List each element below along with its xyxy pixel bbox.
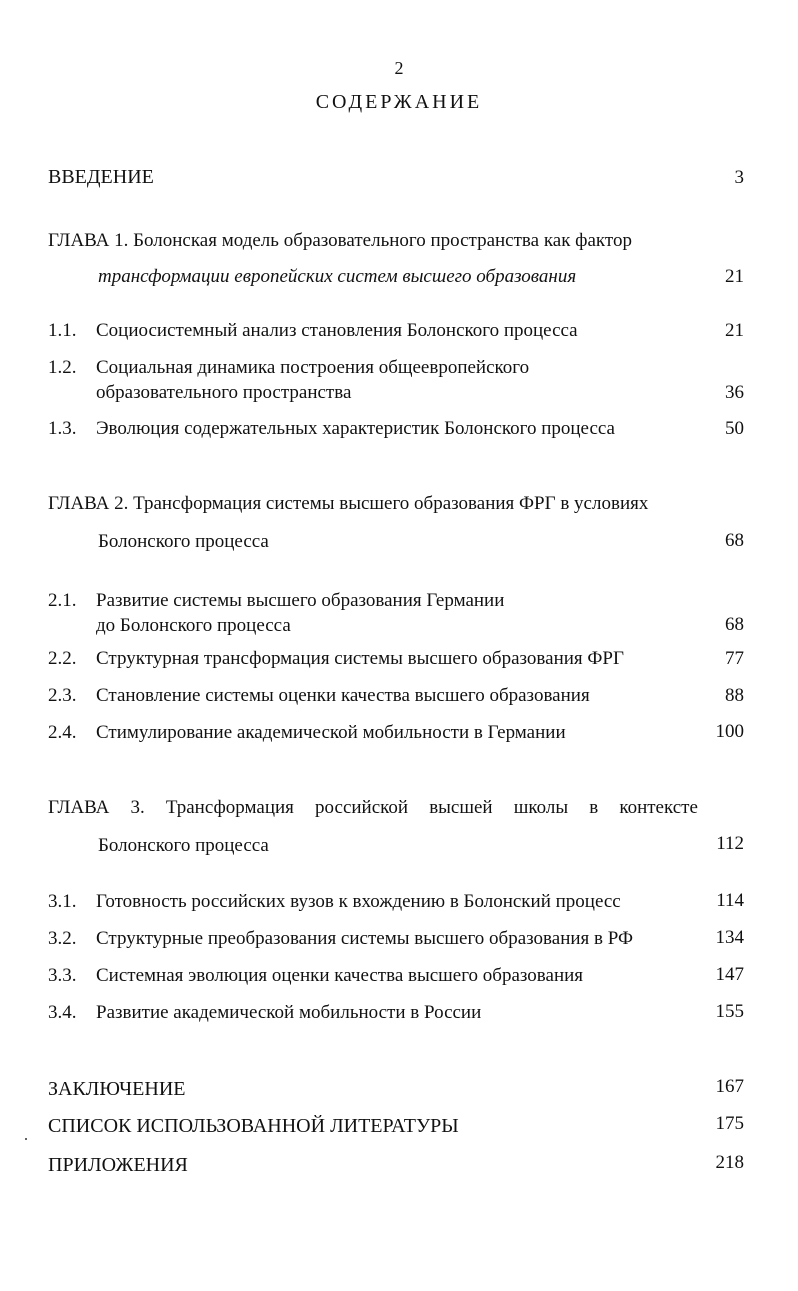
toc-section-title: Развитие академической мобильности в России <box>96 1002 482 1023</box>
toc-section-title-cont: образовательного пространства <box>96 382 352 403</box>
toc-section-page: 114 <box>716 890 744 911</box>
toc-section-page: 134 <box>715 927 744 948</box>
toc-chapter-3-word: российской <box>315 797 409 818</box>
toc-section-title: Структурная трансформация системы высшего образования ФРГ <box>96 648 624 669</box>
toc-section-page: 21 <box>725 320 744 341</box>
toc-section-title-cont: до Болонского процесса <box>96 615 291 636</box>
toc-conclusion-label: ЗАКЛЮЧЕНИЕ <box>48 1078 186 1100</box>
page-number: 2 <box>394 58 404 78</box>
toc-section-number: 3.4. <box>48 1002 77 1023</box>
toc-section-page: 147 <box>715 964 744 985</box>
toc-chapter-3-word: ГЛАВА <box>48 797 110 818</box>
toc-chapter-1-title: ГЛАВА 1. Болонская модель образовательного пространства как фактор <box>48 230 632 251</box>
toc-section-page: 68 <box>725 614 744 635</box>
toc-section-number: 1.3. <box>48 418 77 439</box>
toc-references-page: 175 <box>715 1113 744 1134</box>
scan-speck <box>25 1138 27 1140</box>
toc-section-number: 3.1. <box>48 891 77 912</box>
toc-references-label: СПИСОК ИСПОЛЬЗОВАННОЙ ЛИТЕРАТУРЫ <box>48 1115 459 1137</box>
toc-chapter-3-title <box>48 796 698 820</box>
toc-chapter-3-subtitle: Болонского процесса <box>98 835 269 856</box>
toc-section-number: 2.3. <box>48 685 77 706</box>
toc-section-title: Стимулирование академической мобильности в Германии <box>96 722 566 743</box>
toc-appendices-label: ПРИЛОЖЕНИЯ <box>48 1154 188 1176</box>
toc-chapter-3-word: Трансформация <box>165 797 294 818</box>
toc-intro-label: ВВЕДЕНИЕ <box>48 166 154 188</box>
toc-section-number: 2.4. <box>48 722 77 743</box>
toc-chapter-2-title: ГЛАВА 2. Трансформация системы высшего образования ФРГ в условиях <box>48 493 649 514</box>
toc-chapter-3-word: контексте <box>619 797 698 818</box>
toc-section-title: Структурные преобразования системы высшего образования в РФ <box>96 928 633 949</box>
toc-section-page: 155 <box>715 1001 744 1022</box>
toc-section-number: 3.2. <box>48 928 77 949</box>
toc-chapter-1-subtitle: трансформации европейских систем высшего образования <box>98 266 577 287</box>
toc-intro-page: 3 <box>734 167 744 188</box>
toc-section-title: Развитие системы высшего образования Германии <box>96 590 505 611</box>
toc-chapter-3-page: 112 <box>716 833 744 854</box>
toc-section-title: Системная эволюция оценки качества высшего образования <box>96 965 584 986</box>
toc-section-number: 1.2. <box>48 357 77 378</box>
toc-section-title: Готовность российских вузов к вхождению в Болонский процесс <box>96 891 621 912</box>
page-title: СОДЕРЖАНИЕ <box>315 91 483 113</box>
toc-chapter-3-word: школы <box>513 797 569 818</box>
toc-chapter-3-word: высшей <box>429 797 493 818</box>
toc-section-title: Социальная динамика построения общеевропейского <box>96 357 530 378</box>
toc-section-page: 88 <box>725 685 744 706</box>
toc-section-title: Становление системы оценки качества высшего образования <box>96 685 590 706</box>
toc-section-page: 36 <box>725 382 744 403</box>
toc-section-number: 2.2. <box>48 648 77 669</box>
toc-chapter-2-page: 68 <box>725 530 744 551</box>
toc-section-title: Эволюция содержательных характеристик Болонского процесса <box>96 418 615 439</box>
toc-section-page: 50 <box>725 418 744 439</box>
toc-section-number: 2.1. <box>48 590 77 611</box>
toc-chapter-1-page: 21 <box>725 266 744 287</box>
toc-section-title: Социосистемный анализ становления Болонского процесса <box>96 320 578 341</box>
toc-appendices-page: 218 <box>715 1152 744 1173</box>
toc-section-number: 1.1. <box>48 320 77 341</box>
toc-section-page: 100 <box>715 721 744 742</box>
toc-section-page: 77 <box>725 648 744 669</box>
toc-chapter-3-word: 3. <box>130 797 145 818</box>
toc-conclusion-page: 167 <box>715 1076 744 1097</box>
toc-chapter-3-word: в <box>589 797 599 818</box>
toc-section-number: 3.3. <box>48 965 77 986</box>
toc-chapter-2-subtitle: Болонского процесса <box>98 531 269 552</box>
